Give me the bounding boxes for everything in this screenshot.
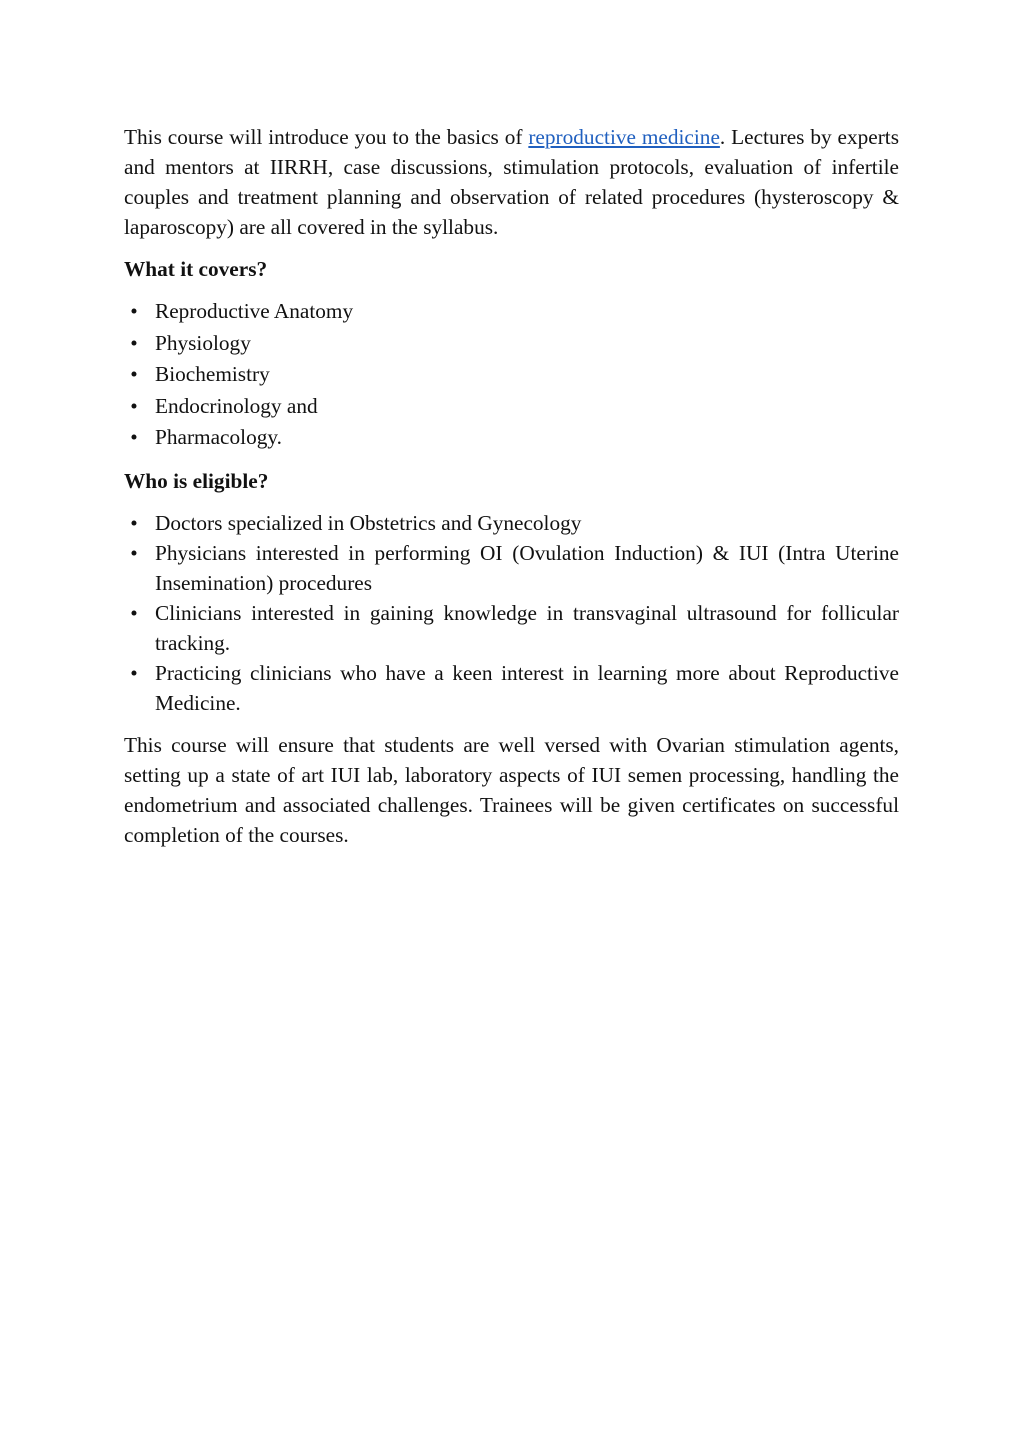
list-item-text: Biochemistry xyxy=(155,362,270,387)
list-item xyxy=(124,296,899,328)
list-item-text: Pharmacology. xyxy=(155,425,282,450)
covers-list xyxy=(124,296,899,454)
list-item-text: Physiology xyxy=(155,330,251,355)
list-item xyxy=(124,359,899,391)
list-item xyxy=(124,328,899,360)
list-item-text: Reproductive Anatomy xyxy=(155,299,354,323)
intro-paragraph xyxy=(124,122,899,242)
list-item-text: Practicing clinicians who have a keen interest in learning more about Reproductive Medicine. xyxy=(155,660,899,715)
list-item xyxy=(124,422,899,454)
covers-heading: What it covers? xyxy=(124,257,268,281)
eligible-heading: Who is eligible? xyxy=(124,468,269,493)
intro-text-start: This course will introduce you to the basics of xyxy=(124,125,529,149)
list-item-text: Physicians interested in performing OI (Ovulation Induction) & IUI (Intra Uterine Insemination) procedures xyxy=(155,540,899,595)
bullet-icon: • xyxy=(130,393,138,418)
list-item xyxy=(124,538,899,598)
bullet-icon: • xyxy=(130,330,138,355)
reproductive-medicine-link[interactable]: reproductive medicine xyxy=(528,125,720,149)
bullet-icon: • xyxy=(130,540,138,565)
list-item xyxy=(124,508,899,538)
list-item-text: Doctors specialized in Obstetrics and Gynecology xyxy=(155,510,582,535)
closing-paragraph: This course will ensure that students are well versed with Ovarian stimulation agents, setting up a state of art IUI lab, laboratory aspects of IUI semen processing, handling the endometrium and associated challenges. Trainees will be given certificates on successful completion of the courses. xyxy=(124,732,899,847)
bullet-icon: • xyxy=(130,362,138,387)
list-item-text: Endocrinology and xyxy=(155,393,318,418)
bullet-icon: • xyxy=(130,425,138,450)
document-page xyxy=(124,122,899,850)
bullet-icon: • xyxy=(130,660,138,685)
list-item xyxy=(124,658,899,718)
eligible-list xyxy=(124,508,899,718)
intro-text-end: . Lectures by experts and mentors at IIRRH, case discussions, stimulation protocols, evaluation of infertile couples and treatment planning and observation of related procedures (hysteroscopy & laparoscopy) are all covered in the syllabus. xyxy=(124,125,900,239)
list-item-text: Clinicians interested in gaining knowledge in transvaginal ultrasound for follicular tracking. xyxy=(155,600,899,655)
bullet-icon: • xyxy=(130,600,138,625)
list-item xyxy=(124,391,899,423)
bullet-icon: • xyxy=(130,510,138,535)
bullet-icon: • xyxy=(130,299,138,323)
list-item xyxy=(124,598,899,658)
